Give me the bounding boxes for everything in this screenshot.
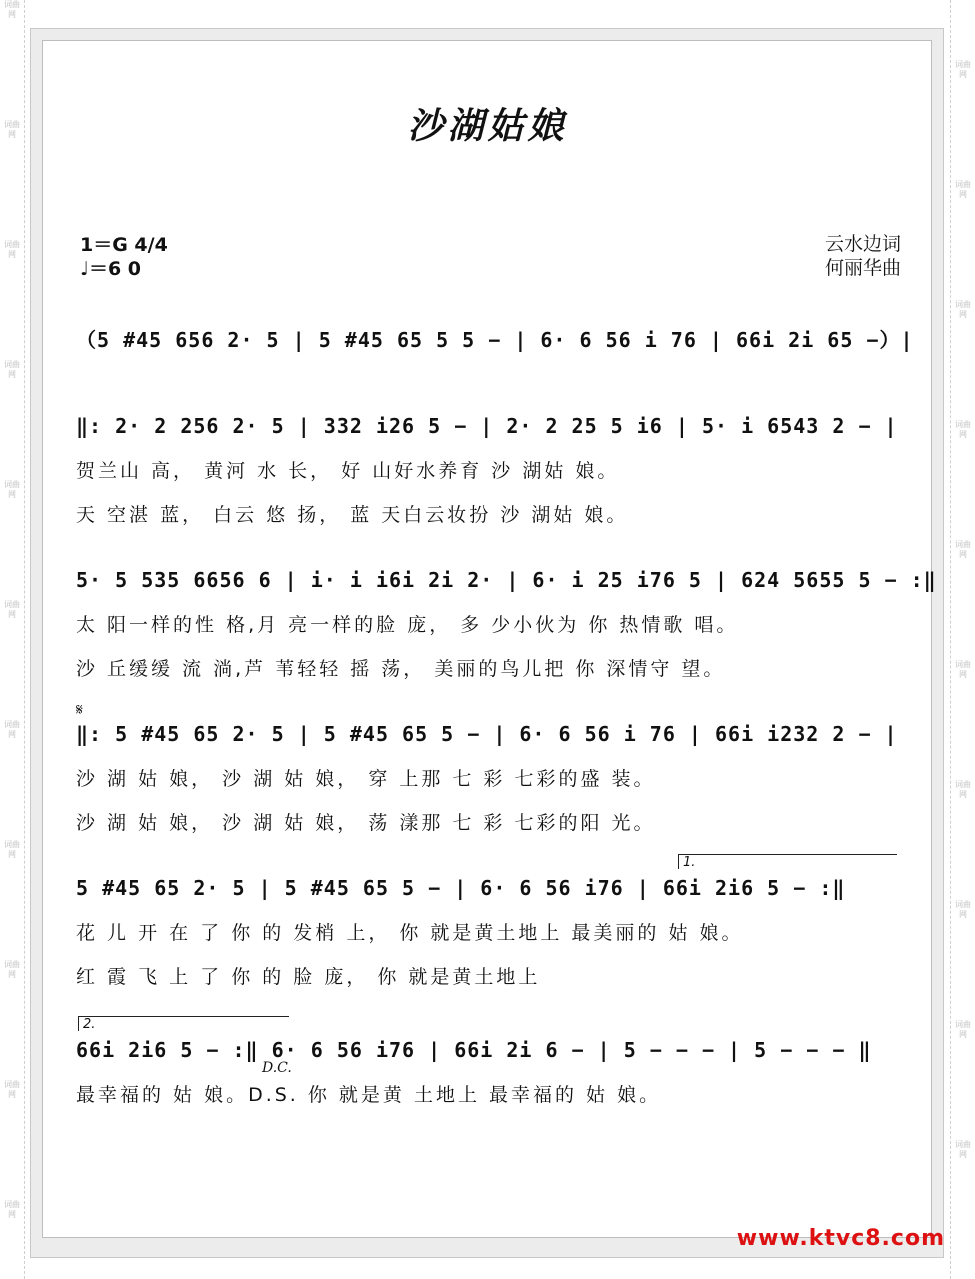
site-logo <box>737 1226 945 1251</box>
side-watermark: 词曲网 <box>955 660 971 679</box>
lyric-line-6: 最幸福的 姑 娘。D.S. 你 就是黄 土地上 最幸福的 姑 娘。 <box>76 1084 662 1106</box>
notation-line-6: 66i 2i6 5 − :‖ 6· 6 56 i76 | 66i 2i 6 − | 5 − − − | 5 − − − ‖ <box>76 1038 872 1062</box>
lyric-line-2-verse-1: 贺兰山 高， 黄河 水 长， 好 山好水养育 沙 湖姑 娘。 <box>76 460 620 482</box>
side-watermark: 词曲网 <box>955 1140 971 1159</box>
side-watermark: 词曲网 <box>4 600 20 619</box>
side-watermark: 词曲网 <box>955 780 971 799</box>
notation-line-5: 5 #45 65 2· 5 | 5 #45 65 5 − | 6· 6 56 i76 | 66i 2i6 5 − :‖ <box>76 876 846 900</box>
notation-line-4: ‖: 5 #45 65 2· 5 | 5 #45 65 5 − | 6· 6 56 i 76 | 66i i232 2 − | <box>76 722 898 746</box>
side-watermark: 词曲网 <box>955 900 971 919</box>
lyricist-credit: 云水边词 <box>824 233 901 255</box>
tempo-marking: ♩＝6 0 <box>80 258 142 280</box>
side-watermark: 词曲网 <box>4 1200 20 1219</box>
lyric-line-2-verse-2: 天 空湛 蓝， 白云 悠 扬， 蓝 天白云妆扮 沙 湖姑 娘。 <box>76 504 629 526</box>
left-watermark-strip <box>0 0 25 1279</box>
second-ending-bracket: 2. <box>78 1016 289 1031</box>
da-capo-marking: D.C. <box>262 1060 292 1076</box>
side-watermark: 词曲网 <box>4 480 20 499</box>
side-watermark: 词曲网 <box>955 180 971 199</box>
side-watermark: 词曲网 <box>955 420 971 439</box>
side-watermark: 词曲网 <box>4 0 20 19</box>
side-watermark: 词曲网 <box>955 60 971 79</box>
right-watermark-strip <box>950 0 975 1279</box>
side-watermark: 词曲网 <box>4 960 20 979</box>
side-watermark: 词曲网 <box>4 720 20 739</box>
song-title: 沙湖姑娘 <box>407 105 568 147</box>
segno-sign: 𝄋 <box>76 700 83 719</box>
lyric-line-3-verse-2: 沙 丘缓缓 流 淌,芦 苇轻轻 摇 荡， 美丽的鸟儿把 你 深情守 望。 <box>76 658 726 680</box>
site-logo-text: www.ktvc8.com <box>736 1226 945 1251</box>
side-watermark: 词曲网 <box>4 240 20 259</box>
first-ending-bracket: 1. <box>678 854 897 869</box>
notation-line-3: 5· 5 535 6656 6 | i· i i6i 2i 2· | 6· i 25 i76 5 | 624 5655 5 − :‖ <box>76 568 937 592</box>
lyric-line-4-verse-1: 沙 湖 姑 娘， 沙 湖 姑 娘， 穿 上那 七 彩 七彩的盛 装。 <box>76 768 656 790</box>
side-watermark: 词曲网 <box>955 1020 971 1039</box>
key-signature: 1＝G 4/4 <box>80 234 168 256</box>
side-watermark: 词曲网 <box>4 360 20 379</box>
notation-line-2: ‖: 2· 2 256 2· 5 | 332 i26 5 − | 2· 2 25 5 i6 | 5· i 6543 2 − | <box>76 414 898 438</box>
composer-credit: 何丽华曲 <box>824 257 901 279</box>
side-watermark: 词曲网 <box>955 540 971 559</box>
lyric-line-3-verse-1: 太 阳一样的性 格,月 亮一样的脸 庞， 多 少小伙为 你 热情歌 唱。 <box>76 614 739 636</box>
lyric-line-5-verse-1: 花 儿 开 在 了 你 的 发梢 上， 你 就是黄土地上 最美丽的 姑 娘。 <box>76 922 744 944</box>
notation-line-1: （5 #45 656 2· 5 | 5 #45 65 5 5 − | 6· 6 56 i 76 | 66i 2i 65 −）| <box>76 328 914 352</box>
side-watermark: 词曲网 <box>4 1080 20 1099</box>
side-watermark: 词曲网 <box>955 300 971 319</box>
side-watermark: 词曲网 <box>4 840 20 859</box>
lyric-line-5-verse-2: 红 霞 飞 上 了 你 的 脸 庞， 你 就是黄土地上 <box>76 966 541 988</box>
side-watermark: 词曲网 <box>4 120 20 139</box>
lyric-line-4-verse-2: 沙 湖 姑 娘， 沙 湖 姑 娘， 荡 漾那 七 彩 七彩的阳 光。 <box>76 812 656 834</box>
